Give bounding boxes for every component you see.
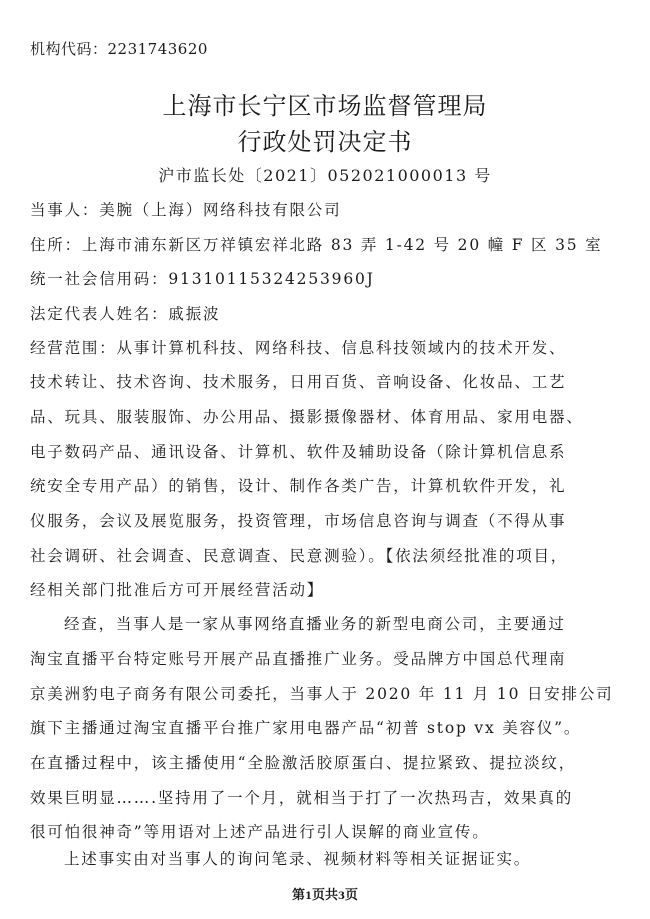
document-number: 沪市监长处〔2021〕052021000013 号 [158, 166, 492, 185]
findings-line: 京美洲豹电子商务有限公司委托，当事人于 2020 年 11 月 10 日安排公司 [30, 685, 614, 703]
findings-line: 效果巨明显…….坚持用了一个月，就相当于打了一次热玛吉，效果真的 [30, 789, 574, 807]
page-prefix: 第 [292, 888, 306, 903]
findings-line: 经查，当事人是一家从事网络直播业务的新型电商公司，主要通过 [64, 615, 566, 633]
business-scope-line: 品、玩具、服装服饰、办公用品、摄影摄像器材、体育用品、家用电器、 [30, 408, 584, 426]
page-indicator [0, 884, 650, 903]
business-scope-line: 技术转让、技术咨询、技术服务，日用百货、音响设备、化妆品、工艺 [30, 373, 567, 391]
business-scope-line: 电子数码产品、通讯设备、计算机、软件及辅助设备（除计算机信息系 [30, 443, 567, 461]
evidence-statement: 上述事实由对当事人的询问笔录、视频材料等相关证据证实。 [64, 850, 532, 868]
findings-line: 淘宝直播平台特定账号开展产品直播推广业务。受品牌方中国总代理南 [30, 650, 567, 668]
page-suffix: 页 [344, 888, 358, 903]
party-credit-code: 统一社会信用码：91310115324253960J [30, 270, 375, 288]
org-code: 机构代码：2231743620 [30, 40, 208, 58]
findings-line: 旗下主播通过淘宝直播平台推广家用电器产品“初普 stop vx 美容仪”。 [30, 719, 582, 737]
party-address: 住所：上海市浦东新区万祥镇宏祥北路 83 弄 1-42 号 20 幢 F 区 35 室 [30, 236, 603, 254]
business-scope-line: 统安全专用产品）的销售，设计、制作各类广告，计算机软件开发，礼 [30, 477, 567, 495]
findings-line: 在直播过程中，该主播使用“全脸激活胶原蛋白、提拉紧致、提拉淡纹， [30, 754, 577, 772]
business-scope-line: 经相关部门批准后方可开展经营活动】 [30, 581, 325, 599]
page-current: 1 [305, 891, 312, 902]
business-scope-line: 社会调研、社会调查、民意调查、民意测验）。【依法须经批准的项目， [30, 547, 569, 565]
page-total: 3 [338, 891, 345, 902]
party-legal-representative: 法定代表人姓名：戚振波 [30, 305, 221, 323]
business-scope-line: 仪服务，会议及展览服务，投资管理，市场信息咨询与调查（不得从事 [30, 512, 567, 530]
document-title-authority: 上海市长宁区市场监督管理局 [162, 92, 488, 120]
page-middle: 页共 [311, 888, 338, 903]
business-scope-line: 经营范围：从事计算机科技、网络科技、信息科技领域内的技术开发、 [30, 339, 567, 357]
document-title-type: 行政处罚决定书 [237, 128, 413, 156]
party-name: 当事人：美腕（上海）网络科技有限公司 [30, 201, 342, 219]
findings-line: 很可怕很神奇”等用语对上述产品进行引人误解的商业宣传。 [30, 823, 490, 841]
